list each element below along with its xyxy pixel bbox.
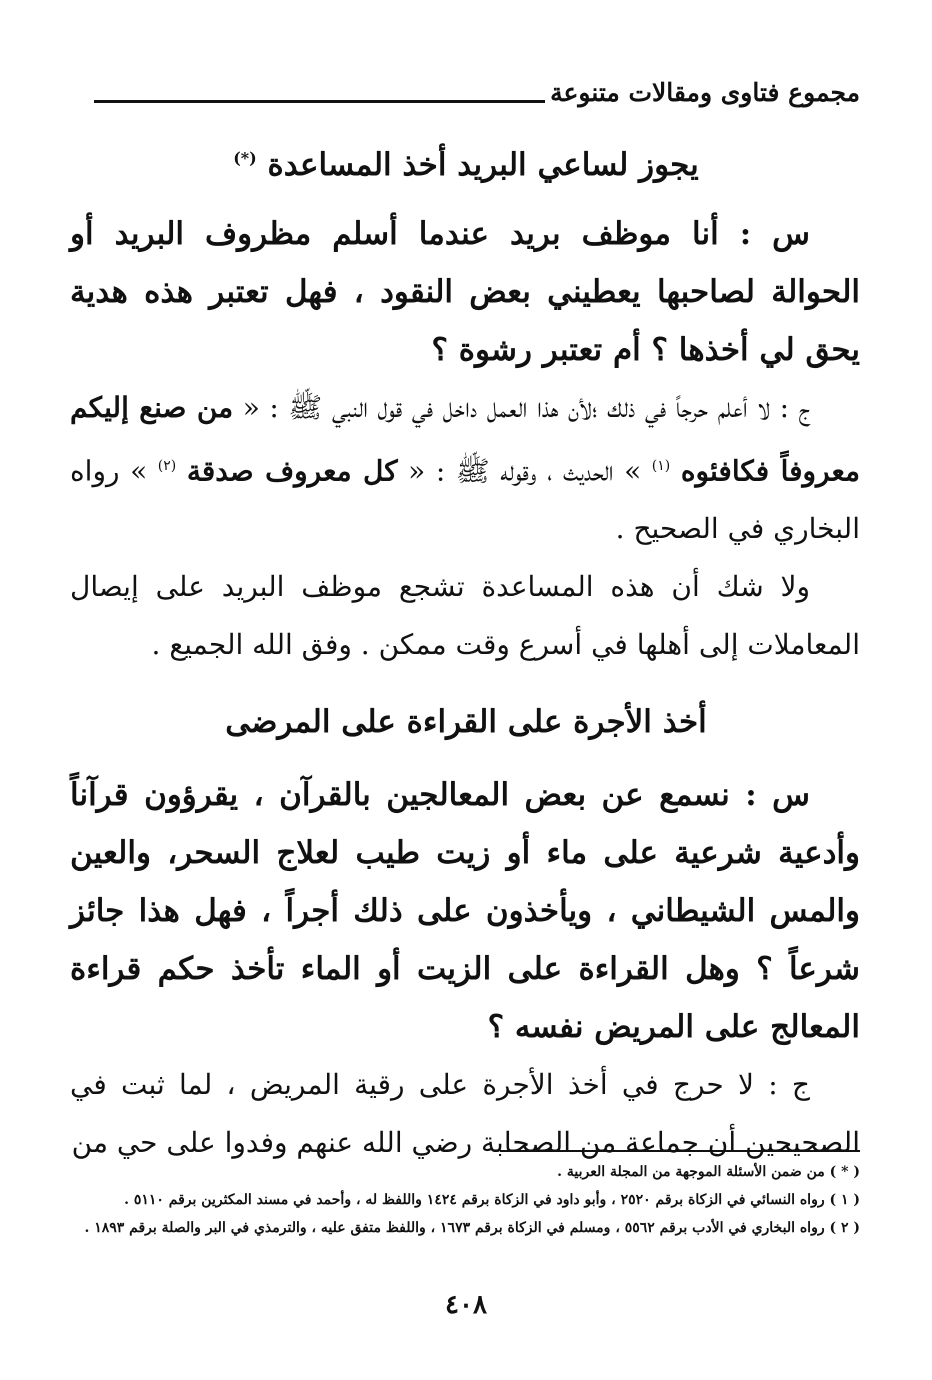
section1-title-marker: (*): [233, 148, 257, 168]
footnote-ref-2: (٢): [157, 458, 177, 474]
answer-intro: ج : لا أعلم حرجاً في ذلك ؛لأن هذا العمل داخل في قول النبي ﷺ : «: [242, 391, 810, 424]
page-number: ٤٠٨: [445, 1290, 487, 1320]
footnote-1: ( ١ ) رواه النسائي في الزكاة برقم ٢٥٢٠ ، وأبو داود في الزكاة برقم ١٤٢٤ واللفظ له ، وأحمد في مسند المكثرين برقم ٥١١٠ .: [124, 1192, 860, 1208]
section1-answer-paragraph-2: ولا شك أن هذه المساعدة تشجع موظف البريد على إيصال المعاملات إلى أهلها في أسرع وقت ممكن . وفق الله الجميع .: [70, 570, 860, 662]
footnote-2: ( ٢ ) رواه البخاري في الأدب برقم ٥٥٦٢ ، ومسلم في الزكاة برقم ١٦٧٣ ، واللفظ متفق عليه ، والترمذي في البر والصلة برقم ١٨٩٣ .: [84, 1220, 860, 1236]
section2-question: س : نسمع عن بعض المعالجين بالقرآن ، يقرؤون قرآناً وأدعية شرعية على ماء أو زيت طيب لعلاج السحر، والعين والمس الشيطاني ، ويأخذون على ذلك أجراً ، فهل هذا جائز شرعاً ؟ وهل القراءة على الزيت أو الماء تأخذ حكم قراءة المعالج على المريض نفسه ؟: [70, 777, 860, 1045]
section1-body: [70, 205, 860, 674]
section2-answer: ج : لا حرج في أخذ الأجرة على رقية المريض ، لما ثبت في الصحيحين أن جماعة من الصحابة رضي الله عنهم وفدوا على حي من: [70, 1068, 860, 1159]
hadith1: من صنع إليكم معروفاً فكافئوه: [70, 391, 861, 488]
section1-answer: [70, 379, 860, 558]
footnote-star: ( * ) من ضمن الأسئلة الموجهة من المجلة العربية .: [557, 1164, 860, 1180]
section2-body: [70, 766, 860, 1172]
section2-title: أخذ الأجرة على القراءة على المرضى: [225, 704, 707, 740]
section1-title-text: يجوز لساعي البريد أخذ المساعدة: [267, 147, 699, 183]
header-rule: [94, 100, 545, 103]
answer-mid: » الحديث ، وقوله ﷺ : «: [408, 454, 642, 488]
footnotes: [70, 1150, 860, 1242]
footnote-rule: [500, 1150, 860, 1152]
running-title: مجموع فتاوى ومقالات متنوعة: [550, 78, 860, 107]
section1-title: [70, 147, 862, 183]
hadith2: كل معروف صدقة: [186, 454, 398, 488]
running-header: [70, 78, 860, 118]
answer-end: » رواه البخاري في الصحيح .: [70, 454, 860, 546]
footnote-ref-1: (١): [651, 458, 671, 474]
section1-question: س : أنا موظف بريد عندما أسلم مظروف البريد أو الحوالة لصاحبها يعطيني بعض النقود ، فهل تعتبر هذه هدية يحق لي أخذها ؟ أم تعتبر رشوة ؟: [70, 216, 860, 368]
